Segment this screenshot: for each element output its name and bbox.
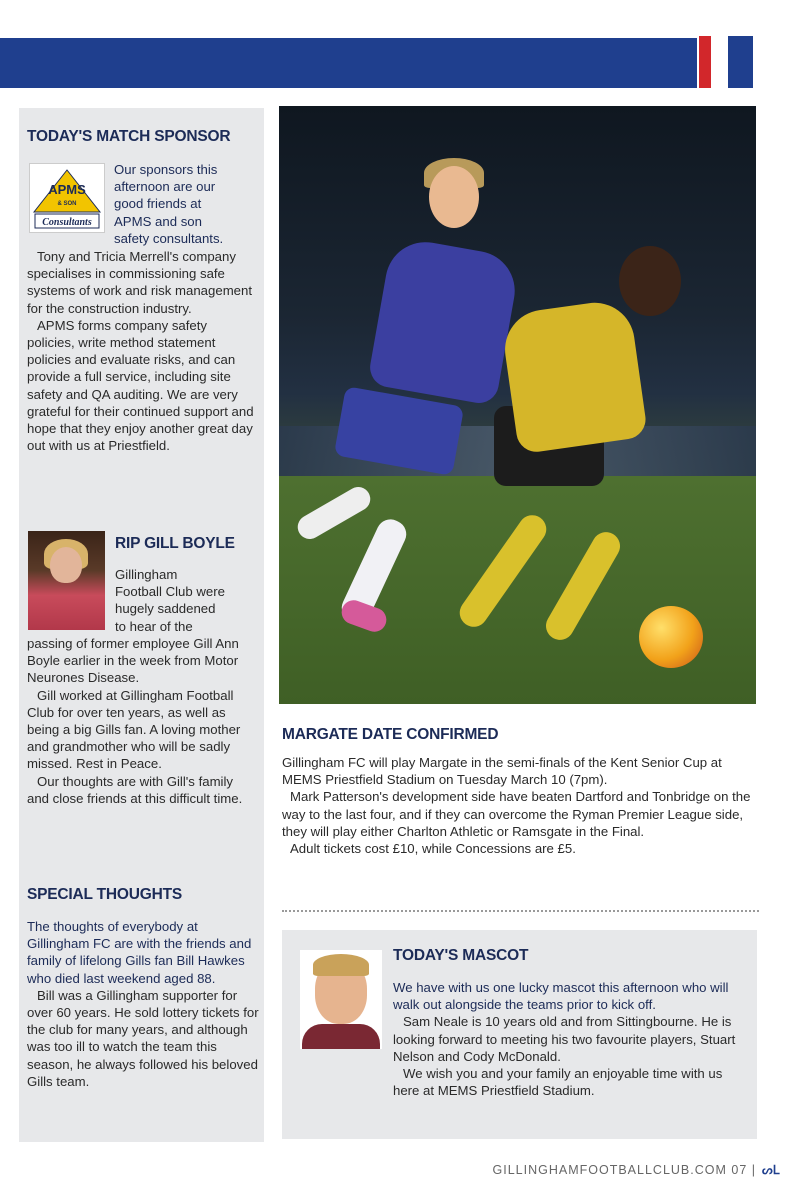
sponsor-body <box>27 248 257 454</box>
mascot-paragraph: Sam Neale is 10 years old and from Sittingbourne. He is looking forward to meeting his two favourite players, Stuart Nelson and Cody McDonald. <box>393 1014 736 1064</box>
rip-lead-line: hugely saddened <box>115 601 216 617</box>
sponsor-lead-line: Our sponsors this <box>114 162 218 177</box>
margate-heading: MARGATE DATE CONFIRMED <box>282 726 499 743</box>
sponsor-lead <box>114 161 259 247</box>
header-band <box>0 38 697 88</box>
thoughts-heading: SPECIAL THOUGHTS <box>27 886 182 903</box>
rip-heading: RIP GILL BOYLE <box>115 535 235 552</box>
rip-lead-line: Football Club were <box>115 584 225 600</box>
rip-paragraph: Our thoughts are with Gill's family and close friends at this difficult time. <box>27 773 243 806</box>
sponsor-paragraph: Tony and Tricia Merrell's company specialises in commissioning safe systems of work and risk management for the construction industry. <box>27 249 253 316</box>
gill-boyle-photo <box>28 531 105 630</box>
match-photo <box>279 106 756 704</box>
rip-lead <box>115 566 260 635</box>
footer-site-url: GILLINGHAMFOOTBALLCLUB.COM 07 | <box>492 1163 756 1177</box>
margate-body <box>282 754 760 857</box>
football-icon <box>639 606 703 668</box>
thoughts-paragraph: Bill was a Gillingham supporter for over 60 years. He sold lottery tickets for the club for many years, and although was too ill to watch the team this season, he always followed his beloved Gills team. <box>27 987 259 1089</box>
mascot-paragraph: We wish you and your family an enjoyable time with us here at MEMS Priestfield Stadium. <box>393 1066 723 1099</box>
rip-body <box>27 635 257 807</box>
sponsor-lead-line: safety consultants. <box>114 230 224 246</box>
rip-lead-line: to hear of the <box>115 618 193 634</box>
logo-consultants-text: Consultants <box>42 217 92 228</box>
logo-son-text: & SON <box>57 201 77 207</box>
mascot-heading: TODAY'S MASCOT <box>393 947 529 964</box>
header-red-stripe <box>699 36 711 88</box>
mascot-body <box>393 979 751 1099</box>
sponsor-lead-line: APMS and son <box>114 213 202 229</box>
margate-paragraph: Adult tickets cost £10, while Concessions are £5. <box>290 841 576 857</box>
section-divider <box>282 910 759 912</box>
sponsor-paragraph: APMS forms company safety policies, write method statement policies and evaluate risks, and can provide a full service, including site safety and QA auditing. We are very grateful for their continued support and hope that they enjoy another great day out with us at Priestfield. <box>27 317 254 454</box>
thoughts-body <box>27 918 259 1090</box>
sponsor-logo <box>29 163 105 233</box>
apms-logo-icon <box>30 164 104 232</box>
rip-lead-line: Gillingham <box>115 567 178 582</box>
margate-paragraph: Mark Patterson's development side have beaten Dartford and Tonbridge on the way to the last four, and if they can overcome the Ryman Premier League side, they will play either Charlton Athletic or Ramsgate in the Final. <box>282 789 751 839</box>
sponsor-heading: TODAY'S MATCH SPONSOR <box>27 128 231 145</box>
sponsor-lead-line: good friends at <box>114 196 202 212</box>
logo-apms-text: APMS <box>48 182 86 197</box>
club-logo-icon: ᔕᒪ <box>762 1163 780 1177</box>
rip-lead-rest: passing of former employee Gill Ann Boyle earlier in the week from Motor Neurones Disease. <box>27 636 239 686</box>
sponsor-lead-line: afternoon are our <box>114 179 216 195</box>
margate-lead: Gillingham FC will play Margate in the semi-finals of the Kent Senior Cup at MEMS Priestfield Stadium on Tuesday March 10 (7pm). <box>282 755 722 788</box>
header-blue-block <box>728 36 753 88</box>
mascot-photo <box>300 950 382 1049</box>
thoughts-lead: The thoughts of everybody at Gillingham FC are with the friends and family of lifelong Gills fan Bill Hawkes who died last weekend aged 88. <box>27 919 252 986</box>
mascot-lead: We have with us one lucky mascot this afternoon who will walk out alongside the teams prior to kick off. <box>393 980 729 1013</box>
rip-paragraph: Gill worked at Gillingham Football Club for over ten years, as well as being a big Gills fan. A loving mother and grandmother who will be sadly missed. Rest in Peace. <box>27 687 241 772</box>
